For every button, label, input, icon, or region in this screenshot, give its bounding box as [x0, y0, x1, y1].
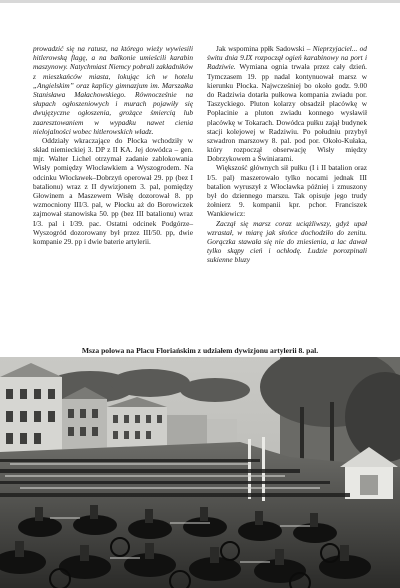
quote-italic: Nieprzyjaciel... od świtu dnia 9.IX rozpoczął ogień karabinowy na port i Radziwie.	[207, 44, 367, 72]
right-paragraph-1	[207, 44, 367, 163]
left-paragraph-1: prowadzić się na ratusz, na którego wieży wywiesili hitlerowską flagę, a na balkonie umieścili karabin maszynowy. Natychmiast Niemcy pobrali zakładników z mieszkańców miasta, lokując ich w hotelu „Angielskim” oraz kaplicy gimnazjum im. Marszałka Stanisława Małachowskiego. Równocześnie na słupach ogłoszeniowych i murach pojawiły się dwujęzyczne ogłoszenia, grożące śmiercią lub zaaresztowaniem w wypadku nawet cienia nielojalności wobec hitlerowskich władz.	[33, 44, 193, 136]
text-columns	[33, 44, 367, 341]
left-column	[33, 44, 193, 341]
photograph-illustration	[0, 357, 400, 588]
right-paragraph-2: Większość głównych sił pułku (I i II batalion oraz I/5. pal) maszerowało tylko nocami jednak III batalion wyruszył z Włocławka później i zmuszony był do dziennego marszu. Tak opisuje jego trudy żołnierz 9. kompanii kpr. pchor. Franciszek Wankiewicz:	[207, 163, 367, 219]
right-column	[207, 44, 367, 341]
quote-intro: Jak wspomina ppłk Sadowski –	[216, 44, 313, 53]
field-mass-photograph	[0, 357, 400, 588]
right-paragraph-3: Zaczął się marsz coraz uciążliwszy, gdyż upał wzrastał, w miarę jak słońce dochodziło do zenitu. Gorączka stawała się nie do zniesienia, a lac dawał tylko skąpy cień i ochłodę. Ludzie porozpinali sukienne bluzy	[207, 218, 367, 265]
left-paragraph-2: Oddziały wkraczające do Płocka wchodziły w skład niemieckiej 3. DP z II KA. Jej dowódca – gen. mjr. Walter Lichel otrzymał zadanie zablokowania Wisły pomiędzy Włocławkiem a Wyszogrodem. Na odcinku Włocławek–Dobrzyń operował 29. pp (bez I batalionu) wraz z II dywizjonem 3. pal, pomiędzy Głowinem a Maszewem Wisłę dozorował 8. pp wzmocniony III/3. pal, w Płocku aż do Borowiczek zajmował stanowiska 50. pp (bez III batalionu) wraz I/3. pal i I/39. pac. Ostatni odcinek Podgórze–Wyszogród dozorowany był przez III/50. pp, dwie kompanie 29. pp i dwie baterie artylerii.	[33, 135, 193, 246]
photo-caption: Msza polowa na Placu Floriańskim z udziałem dywizjonu artylerii 8. pal.	[81, 346, 319, 355]
page-top-edge	[0, 0, 400, 3]
right-paragraph-1-rest: Wymiana ognia trwała przez cały dzień. Tymczasem 19. pp nadal kontynuował marsz w kierunku Płocka. Najwcześniej bo około godz. 9.00 do Radziwia dotarła pułkowa kompania zwiadu por. Taszyckiego. Pluton kolarzy obsadził placówkę w Popłacinie a pluton zwiadu konnego wysławił placówkę w Tokarach. Dowódca pułku zajął budynek stacji kolejowej w Radziwiu. Po południu przybył szwadron marszowy 8. pal. pod por. Około-Kułaka, który rozpoczął obserwację Wisły między Dobrzykowem a Świniarami.	[207, 62, 367, 164]
